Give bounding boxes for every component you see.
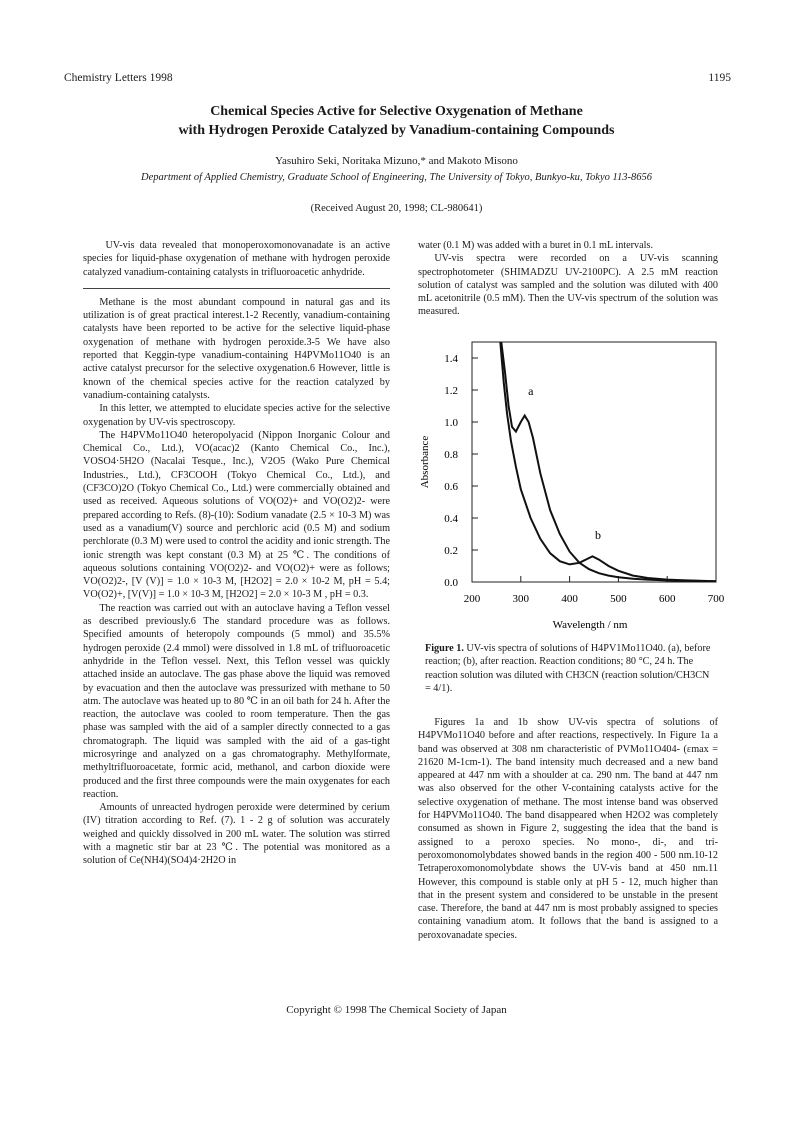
authors: Yasuhiro Seki, Noritaka Mizuno,* and Makoto Misono xyxy=(275,155,518,167)
y-tick-label: 0.6 xyxy=(444,481,458,493)
paper-title xyxy=(0,102,793,140)
series-label-a: a xyxy=(528,383,534,398)
paragraph: water (0.1 M) was added with a buret in 0.1 mL intervals. xyxy=(418,240,654,251)
copyright-footer: Copyright © 1998 The Chemical Society of Japan xyxy=(286,1004,507,1016)
paragraph: In this letter, we attempted to elucidate species active for the selective oxygenation by UV-vis spectroscopy. xyxy=(83,403,390,428)
series-line-b xyxy=(500,342,716,581)
page-number: 1195 xyxy=(708,72,731,84)
title-line-2: with Hydrogen Peroxide Catalyzed by Vanadium-containing Compounds xyxy=(178,123,615,138)
y-tick-label: 1.2 xyxy=(444,385,458,397)
x-tick-label: 500 xyxy=(610,593,627,605)
y-axis-label: Absorbance xyxy=(419,435,431,489)
x-axis-label: Wavelength / nm xyxy=(552,619,628,631)
figure-caption xyxy=(425,642,715,695)
paragraph: The H4PVMo11O40 heteropolyacid (Nippon Inorganic Colour and Chemical Co., Ltd.), VO(acac)2 (Kanto Chemical Co., Inc.), VOSO4·5H2O (Nacalai Tesque., Inc.), V2O5 (Wako Pure Chemical Industries., Ltd.), CF3COOH (Tokyo Chemical Co., Ltd.), and (CF3CO)2O (Tokyo Chemical Co., Ltd.) were commercially obtained and used as received. Aqueous solutions of VO(O2)+ and VO(O2)2- were prepared according to Refs. (8)-(10): Sodium vanadate (2.5 × 10-3 M) was used as a vanadium(V) source and perchloric acid (0.5 M) and sodium perchlorate (0.3 M) were used to control the acidity and ionic strength. The ionic strength was kept constant (0.3 M) at 25 ℃. The conditions of aqueous solutions containing VO(O2)2- and VO(O2)+ were as follows; VO(O2)2-, [V (V)] = 1.0 × 10-3 M, [H2O2] = 2.0 × 10-2 M, pH = 5.4; VO(O2)+, [V(V)] = 1.0 × 10-3 M, [H2O2] = 2.0 × 10-3 M , pH = 0.3. xyxy=(83,429,390,601)
y-tick-label: 1.0 xyxy=(444,417,458,429)
paragraph: Methane is the most abundant compound in natural gas and its utilization is of great practical interest.1-2 Recently, vanadium-containing catalysts have been reported to be active for the selective liquid-phase oxygenation of methane with hydrogen peroxide.3-5 We have also reported that Keggin-type vanadium-containing H4PVMo11O40 is an active catalyst precursor for the selective oxygenation.6 However, little is known of the chemical species active for the reaction catalyzed by vanadium-containing catalysts. xyxy=(83,296,390,401)
figure-caption-text: UV-vis spectra of solutions of H4PV1Mo11O40. (a), before reaction; (b), after reaction. Reaction conditions; 80 °C, 24 h. The reaction solution was diluted with CH3CN (reaction solution/CH3CN = 4/1). xyxy=(425,643,711,694)
figure-label: Figure 1. xyxy=(425,643,464,654)
series-line-a xyxy=(501,342,716,581)
paragraph: Amounts of unreacted hydrogen peroxide were determined by cerium (IV) titration according to Ref. (7). 1 - 2 g of solution was accurately weighed and quickly dissolved in 200 mL water. The solution was stirred with a magnetic stir bar at 23 ℃. The potential was monitored as a solution of Ce(NH4)(SO4)4·2H2O in xyxy=(83,802,390,867)
right-column-top xyxy=(418,239,718,319)
paragraph: The reaction was carried out with an autoclave having a Teflon vessel as described previously.6 The standard procedure was as follows. Specified amounts of heteropoly compounds (5 mmol) and 35.5% hydrogen peroxide (2.4 mmol) were dissolved in 1.8 mL of trifluoroacetic anhydride in the Teflon vessel. Next, this Teflon vessel was quickly attached inside an autoclave. The gas phase above the liquid was removed by evacuation and then the autoclave was pressurized with methane to 50 atm. The autoclave was heated up to 80 ℃ in an oil bath for 24 h. After the reaction, the autoclave was cooled to room temperature. Then the gas phase was sampled with the aid of a sampler directly connected to a gas chromatograph. The liquid was sampled with the aid of a gas-tight microsyringe and analyzed on a gas chromatography. Methylformate, methyltrifluoroacetate, formic acid, methanol, and carbon dioxide were produced and the first three compounds were the main oxygenates for each reaction. xyxy=(83,602,390,800)
left-column xyxy=(83,239,390,868)
uv-vis-chart xyxy=(410,336,730,636)
x-tick-label: 600 xyxy=(658,593,676,605)
paragraph: Figures 1a and 1b show UV-vis spectra of solutions of H4PVMo11O40 before and after reactions, respectively. In Figure 1a a band was observed at 308 nm characteristic of PVMo11O404- (εmax = 21620 M-1cm-1). The band intensity much decreased and a new band appeared at 447 nm with a shoulder at ca. 290 nm. The band at 447 nm was also observed for the other V-containing catalysts active for the selective oxygenation of methane. The most intense band was observed for H4PVMo11O40. The band disappeared when H2O2 was completely consumed as shown in Figure 2, suggesting the idea that the band is assigned to a peroxo species. No mono-, di-, and tri-peroxomonomolybdates showed bands in the region 400 - 500 nm.10-12 Tetraperoxomonomolybdate shows the UV-vis band at 450 nm.11 However, this compound is stable only at pH 5 - 12, much higher than that in the present system and considered to be unstable in the present case. Therefore, the band at 447 nm is most probably assigned to species containing vanadium atom. It follows that the band is assigned to a peroxovanadate species. xyxy=(418,717,718,941)
x-tick-label: 700 xyxy=(707,593,725,605)
title-line-1: Chemical Species Active for Selective Oxygenation of Methane xyxy=(210,104,583,119)
x-tick-label: 400 xyxy=(561,593,578,605)
received-line: (Received August 20, 1998; CL-980641) xyxy=(310,203,483,214)
series-label-b: b xyxy=(594,527,601,542)
y-tick-label: 0.0 xyxy=(444,577,458,589)
y-tick-label: 0.4 xyxy=(444,513,458,525)
plot-frame xyxy=(472,342,716,582)
x-tick-label: 200 xyxy=(463,593,481,605)
y-tick-label: 1.4 xyxy=(444,353,458,365)
y-tick-label: 0.8 xyxy=(444,449,458,461)
right-column-bottom xyxy=(418,716,718,942)
x-tick-label: 300 xyxy=(512,593,530,605)
affiliation: Department of Applied Chemistry, Graduate School of Engineering, The University of Tokyo, Bunkyo-ku, Tokyo 113-8656 xyxy=(141,172,652,183)
paragraph: UV-vis spectra were recorded on a UV-vis scanning spectrophotometer (SHIMADZU UV-2100PC). A 2.5 mM reaction solution of catalyst was sampled and the solution was diluted with 400 mL acetonitrile (0.5 mM). Then the UV-vis spectrum of the solution was measured. xyxy=(418,253,718,318)
abstract: UV-vis data revealed that monoperoxomonovanadate is an active species for liquid-phase oxygenation of methane with hydrogen peroxide catalyzed vanadium-containing catalysts in trifluoroacetic anhydride. xyxy=(83,240,390,278)
abstract-separator xyxy=(83,288,390,289)
y-tick-label: 0.2 xyxy=(444,545,458,557)
journal-name: Chemistry Letters 1998 xyxy=(64,72,173,84)
